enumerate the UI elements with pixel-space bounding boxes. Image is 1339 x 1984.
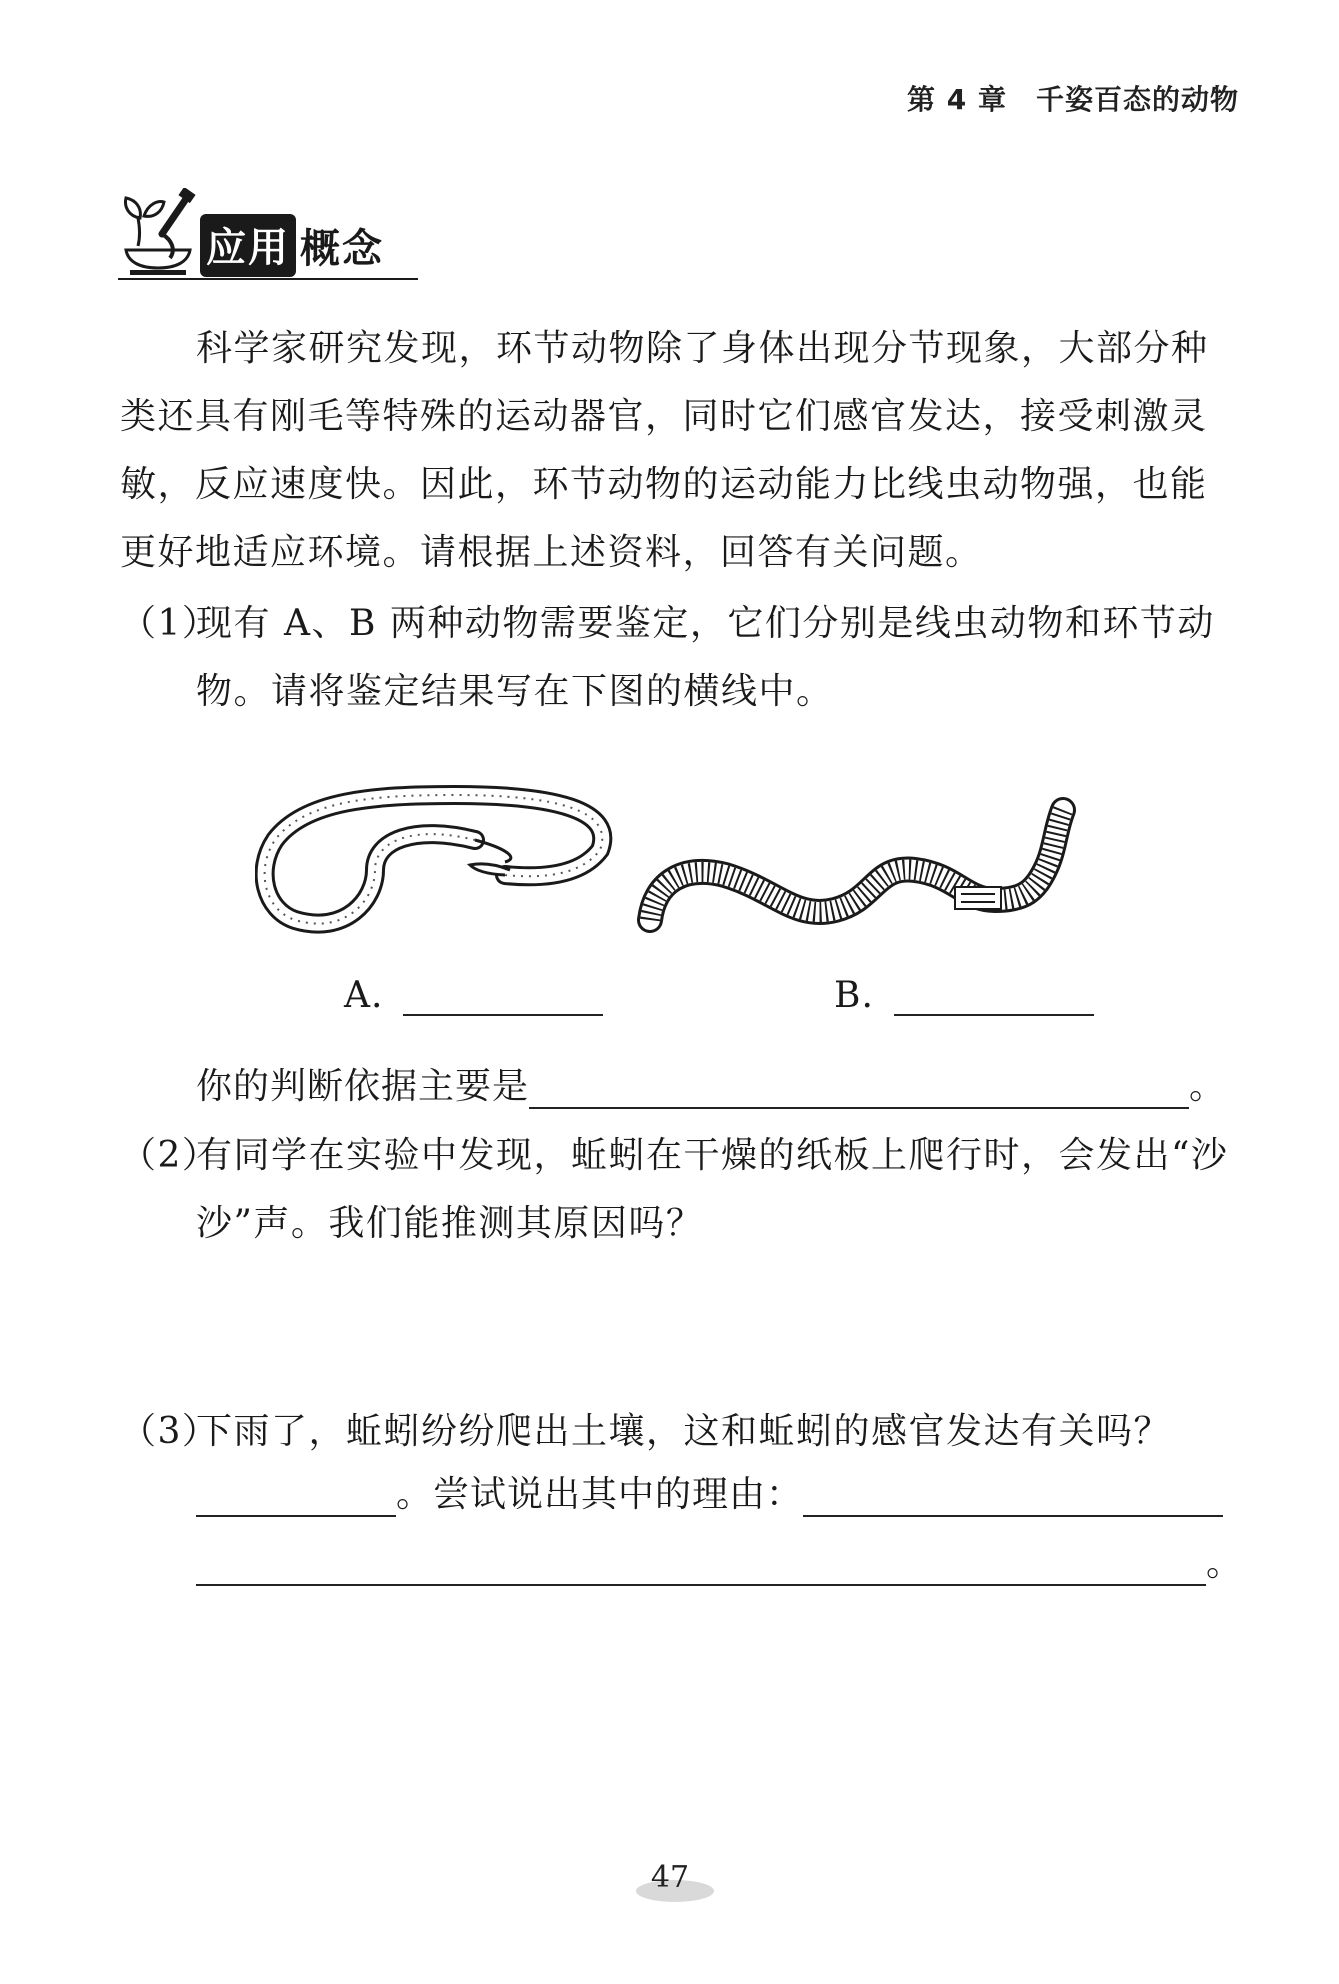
section-title-rest: 概念: [300, 226, 384, 272]
answer-a-blank[interactable]: [403, 978, 603, 1016]
q3-answer-row-1: [196, 1466, 1223, 1517]
worm-figure: [255, 770, 1155, 950]
question-number: （2）: [120, 1135, 220, 1176]
label-a: A.: [344, 975, 384, 1016]
microscope-plant-icon: [118, 188, 198, 278]
q3-end-text: 。: [1206, 1543, 1244, 1584]
basis-suffix: 。: [1189, 1066, 1227, 1107]
page-number: 47: [650, 1860, 690, 1895]
section-underline: [118, 278, 418, 280]
q3-mid-text: 。尝试说出其中的理由：: [396, 1474, 804, 1515]
roundworm-illustration: [265, 795, 603, 924]
question-text: 现有 A、B 两种动物需要鉴定，它们分别是线虫动物和环节动物。请将鉴定结果写在下图的横线中。: [196, 603, 1215, 712]
judgment-basis: [196, 1058, 1226, 1109]
question-3: [120, 1398, 1240, 1466]
q3-reason-blank-1[interactable]: [803, 1479, 1223, 1517]
question-number: （1）: [120, 603, 220, 644]
question-text: 有同学在实验中发现，蚯蚓在干燥的纸板上爬行时，会发出“沙沙”声。我们能推测其原因吗？: [196, 1135, 1229, 1244]
section-heading: [118, 188, 418, 283]
q3-yes-no-blank[interactable]: [196, 1479, 396, 1517]
label-b: B.: [834, 975, 874, 1016]
question-text: 下雨了，蚯蚓纷纷爬出土壤，这和蚯蚓的感官发达有关吗？: [196, 1411, 1172, 1452]
chapter-header: 第 4 章 千姿百态的动物: [907, 83, 1239, 116]
question-1: [120, 590, 1240, 726]
answer-a: [344, 975, 603, 1016]
intro-paragraph: 科学家研究发现，环节动物除了身体出现分节现象，大部分种类还具有刚毛等特殊的运动器官，同时它们感官发达，接受刺激灵敏，反应速度快。因此，环节动物的运动能力比线虫动物强，也能更好地适应环境。请根据上述资料，回答有关问题。: [120, 328, 1209, 573]
earthworm-illustration: [650, 810, 1063, 920]
answer-b: [834, 975, 1094, 1016]
section-title-boxed: 应用: [200, 214, 296, 277]
q3-answer-row-2: [196, 1535, 1243, 1586]
section-title: [200, 214, 384, 277]
question-number: （3）: [120, 1411, 220, 1452]
basis-prefix: 你的判断依据主要是: [196, 1066, 530, 1107]
question-2: [120, 1122, 1240, 1258]
answer-b-blank[interactable]: [894, 978, 1094, 1016]
q3-reason-blank-2[interactable]: [196, 1548, 1206, 1586]
basis-blank[interactable]: [529, 1071, 1189, 1109]
